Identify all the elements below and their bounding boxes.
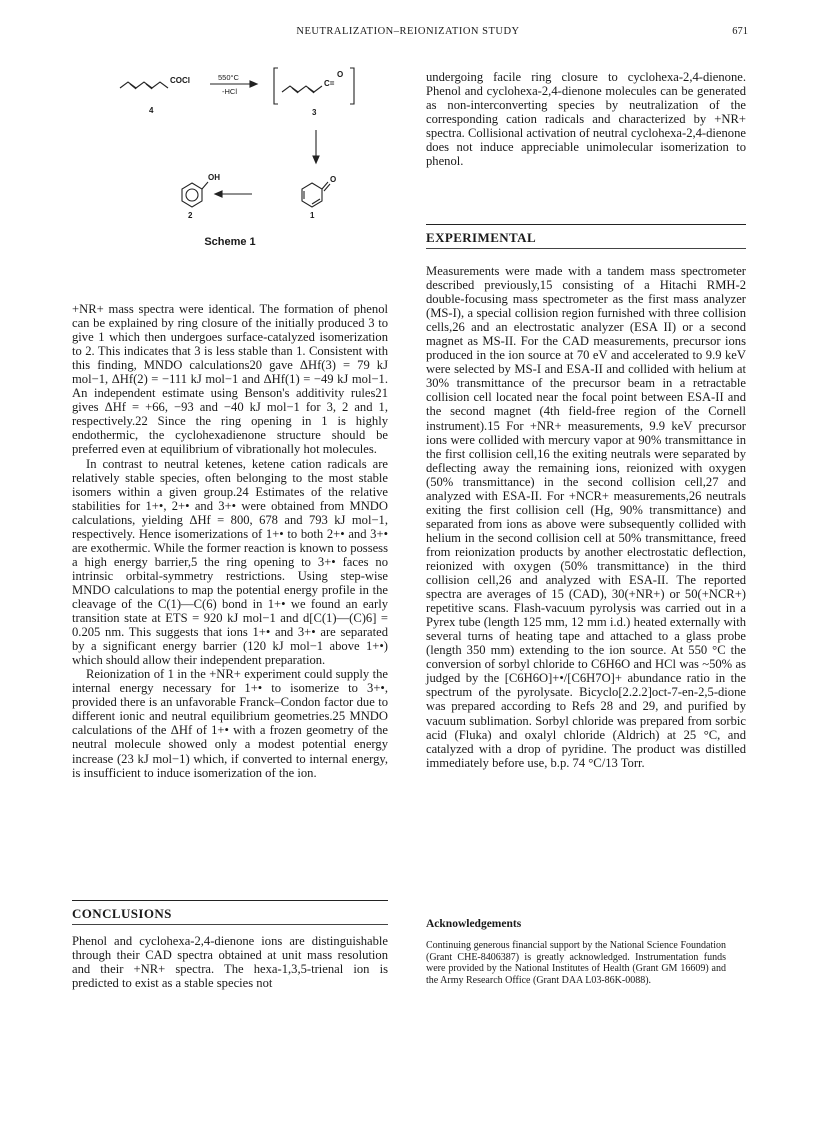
paragraph: Measurements were made with a tandem mass spectrometer described previously,15 consisting of a Hitachi RMH-2 double-focusing mass spectrometer as the first mass analyzer (MS-I), a special collision region furnished with three collision cells,26 and an electrostatic analyzer (ESA II) or a second magnet as MS-II. For the CAD measurements, precursor ions produced in the ion source at 70 eV and accelerated to 9.9 keV were selected by MS-I and ESA-II and collided with helium at 30% transmittance of the precursor beam in a retractable collision cell located near the focal point between ESA-II and the second magnet (4th field-free region of the Cornell instrument).15 For +NR+ measurements, 9.9 keV precursor ions were collided with mercury vapor at 90% transmittance in the first collision cell,16 the exiting neutrals were separated by deflecting away the remaining ions, reionized with oxygen (50% transmittance) in the second collision cell,27 and analyzed with ESA-II. For +NCR+ measurements,26 neutrals exiting the first collision cell (Hg, 90% transmittance) and separated from ions as above were subsequently collided with helium in the second collision cell at 50% transmittance, freed from reionization products by another electrostatic deflection, reionized with oxygen (50% transmittance) in the third collision cell,26 and analyzed with ESA-II. The reported spectra are averages of 15 (CAD), 30(+NR+) or 50(+NCR+) repetitive scans. Flash-vacuum pyrolysis was carried out in a Pyrex tube (length 125 mm, 12 mm i.d.) heated externally with several turns of heating tape and attached to a glass probe (length 350 mm) extending to the ion source. At 550 °C the conversion of sorbyl chloride to C6H6O and HCl was ~50% as judged by the [C6H6O]+•/[C6H7O]+ abundance ratio in the spectrum of the pyrolysate. Bicyclo[2.2.2]oct-7-en-2,5-dione was prepared according to Refs 28 and 29, and purified by vacuum sublimation. Sorbyl chloride was prepared from sorbic acid (Fluka) and oxalyl chloride (Aldrich) at 25 °C, and catalyzed with a drop of pyridine. The product was distilled immediately before use, b.p. 74 °C/13 Torr. [426,264,746,770]
paragraph: +NR+ mass spectra were identical. The formation of phenol can be explained by ring closure of the initially produced 3 to give 1 which then undergoes surface-catalyzed isomerization to 2. This indicates that 3 is less stable than 1. Consistent with this finding, MNDO calculations20 gave ΔHf(3) = 79 kJ mol−1, ΔHf(2) = −111 kJ mol−1 and ΔHf(1) = −49 kJ mol−1. An independent estimate using Benson's additivity rules21 gives ΔHf = +66, −93 and −40 kJ mol−1 for 3, 2 and 1, respectively.22 Since the ring opening in 1 is highly endothermic, the cyclohexadienone structure should be preferred even at equilibrium of vibrationally hot molecules. [72,302,388,457]
group-oh: OH [208,173,220,182]
compound-label-1: 1 [310,211,315,220]
group-cocl: COCl [170,76,190,85]
right-column-intro [426,70,746,168]
compound-label-4: 4 [149,106,154,115]
paragraph: Reionization of 1 in the +NR+ experiment could supply the internal energy necessary for 1+• to isomerize to 3+•, provided there is an unfavorable Franck–Condon factor due to different ionic and neutral equilibrium geometries.25 MNDO calculations of the ΔHf of 1+• with a frozen geometry of the neutral molecule showed only a modest potential energy increase (23 kJ mol−1) which, if converted to internal energy, is insufficient to induce isomerization of the ion. [72,667,388,780]
page-number: 671 [732,26,748,37]
group-ketene: C= [324,79,335,88]
acknowledgements-text: Continuing generous financial support by the National Science Foundation (Grant CHE-8406387) is greatly acknowledged. Instrumentation funds were provided by the National Institutes of Health (Grant GM 16609) and the Army Research Office (Grant DAA L03-86K-0088). [426,940,726,986]
paragraph: In contrast to neutral ketenes, ketene cation radicals are relatively stable species, often belonging to the most stable isomers within a given group.24 Estimates of the relative stabilities for 1+•, 2+• and 3+• were obtained from MNDO calculations, yielding ΔHf = 800, 678 and 793 kJ mol−1, respectively. Hence isomerizations of 1+• to both 2+• and 3+• are exothermic. While the former reaction is known to possess a high energy barrier,5 the ring opening to 3+• faces no intrinsic orbital-symmetry restrictions. Using step-wise MNDO calculations to map the potential energy profile in the cleavage of the C(1)—C(6) bond in 1+• we found an early transition state at ETS = 920 kJ mol−1 and d[C(1)—(C)6] = 0.205 nm. This suggests that ions 1+• and 3+• are separated by a significant energy barrier (120 kJ mol−1 above 1+•) which should allow their independent preparation. [72,456,388,668]
group-ketone-oxygen: O [330,175,337,184]
acknowledgements-heading: Acknowledgements [426,918,522,930]
running-title: NEUTRALIZATION–REIONIZATION STUDY [296,26,520,37]
group-ketene-oxygen: O [337,70,344,79]
conclusions-heading: CONCLUSIONS [72,906,172,921]
running-header [0,26,816,42]
scheme-drawing [72,58,388,233]
scheme-caption: Scheme 1 [204,236,256,248]
left-column-text [72,302,388,780]
conclusions-top-rule [72,900,388,901]
conclusions-text [72,934,388,990]
compound-label-2: 2 [188,211,193,220]
experimental-bottom-rule [426,248,746,249]
paragraph: Phenol and cyclohexa-2,4-dienone ions are distinguishable through their CAD spectra obtained at unit mass resolution and their +NR+ spectra. The hexa-1,3,5-trienal ion is predicted to exist as a stable species not [72,934,388,991]
conclusions-bottom-rule [72,924,388,925]
experimental-top-rule [426,224,746,225]
reaction-scheme [72,58,388,258]
reagent-temperature: 550°C [218,73,239,82]
experimental-text [426,264,746,770]
reagent-hcl: -HCl [222,87,237,96]
paragraph: undergoing facile ring closure to cyclohexa-2,4-dienone. Phenol and cyclohexa-2,4-dienone molecules can be generated as non-interconverting species by neutralization of the corresponding cation radicals and characterized by +NR+ spectra. Collisional activation of neutral cyclohexa-2,4-dienone does not induce appreciable unimolecular isomerization to phenol. [426,70,746,169]
compound-label-3: 3 [312,108,317,117]
experimental-heading: EXPERIMENTAL [426,230,537,245]
